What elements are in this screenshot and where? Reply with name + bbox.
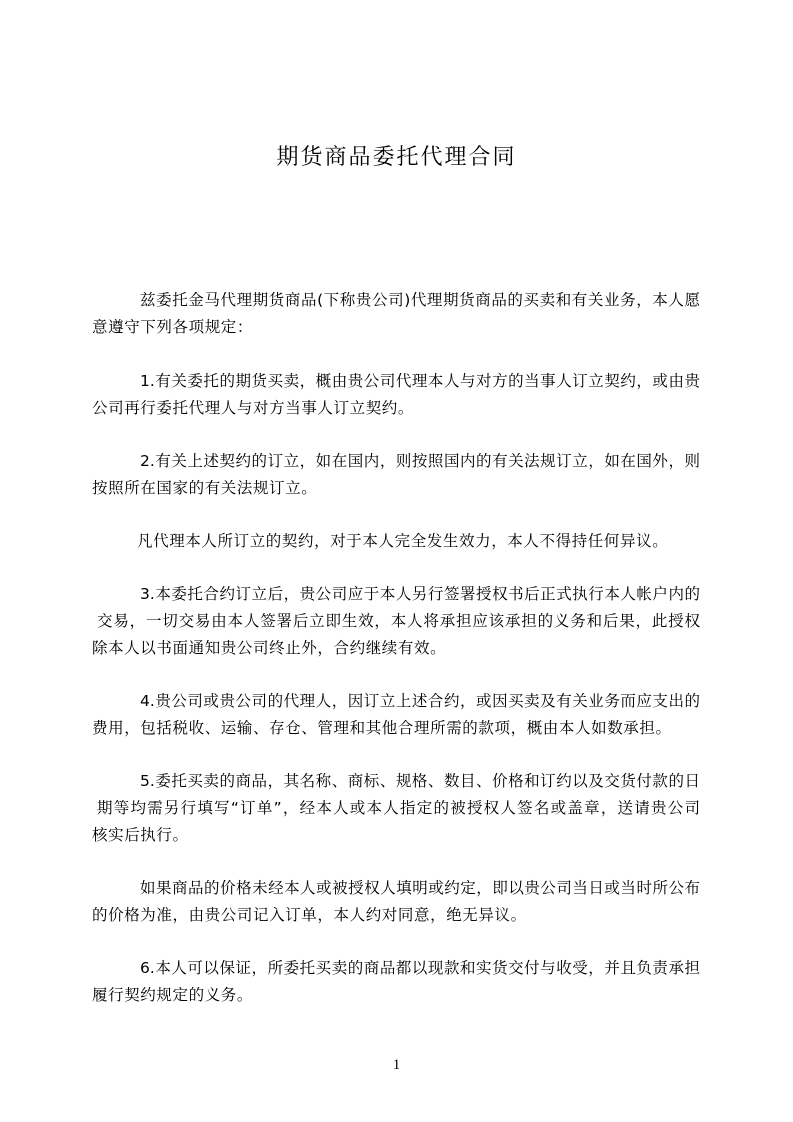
paragraph-line: 1.有关委托的期货买卖，概由贵公司代理本人与对方的当事人订立契约，或由贵 bbox=[140, 372, 700, 390]
paragraph-line: 6.本人可以保证，所委托买卖的商品都以现款和实货交付与收受，并且负责承担 bbox=[140, 959, 700, 977]
paragraph-line: 的价格为准，由贵公司记入订单，本人约对同意，绝无异议。 bbox=[92, 906, 527, 924]
document-title: 期货商品委托代理合同 bbox=[276, 145, 517, 170]
paragraph-line: 5.委托买卖的商品，其名称、商标、规格、数目、价格和订约以及交货付款的日 bbox=[140, 772, 700, 790]
paragraph-line: 意遵守下列各项规定： bbox=[92, 318, 254, 336]
paragraph-line: 按照所在国家的有关法规订立。 bbox=[92, 479, 318, 497]
paragraph-line: 4.贵公司或贵公司的代理人，因订立上述合约，或因买卖及有关业务而应支出的 bbox=[140, 692, 700, 710]
page-number: 1 bbox=[392, 1057, 401, 1073]
paragraph-line: 2.有关上述契约的订立，如在国内，则按照国内的有关法规订立，如在国外，则 bbox=[140, 452, 700, 470]
paragraph-line: 公司再行委托代理人与对方当事人订立契约。 bbox=[92, 399, 415, 417]
paragraph-line: 履行契约规定的义务。 bbox=[92, 986, 254, 1004]
paragraph-line: 费用，包括税收、运输、存仓、管理和其他合理所需的款项，概由本人如数承担。 bbox=[92, 719, 672, 737]
paragraph-line: 3.本委托合约订立后，贵公司应于本人另行签署授权书后正式执行本人帐户内的 bbox=[140, 585, 700, 603]
paragraph-line: 如果商品的价格未经本人或被授权人填明或约定，即以贵公司当日或当时所公布 bbox=[140, 879, 700, 897]
paragraph-line: 交易，一切交易由本人签署后立即生效，本人将承担应该承担的义务和后果，此授权 bbox=[97, 612, 700, 630]
paragraph-line: 兹委托金马代理期货商品(下称贵公司)代理期货商品的买卖和有关业务，本人愿 bbox=[140, 291, 700, 309]
paragraph-line: 凡代理本人所订立的契约，对于本人完全发生效力，本人不得持任何异议。 bbox=[137, 532, 669, 550]
paragraph-line: 核实后执行。 bbox=[92, 826, 189, 844]
paragraph-line: 期等均需另行填写“订单”，经本人或本人指定的被授权人签名或盖章，送请贵公司 bbox=[97, 799, 700, 817]
paragraph-line: 除本人以书面通知贵公司终止外，合约继续有效。 bbox=[92, 639, 447, 657]
